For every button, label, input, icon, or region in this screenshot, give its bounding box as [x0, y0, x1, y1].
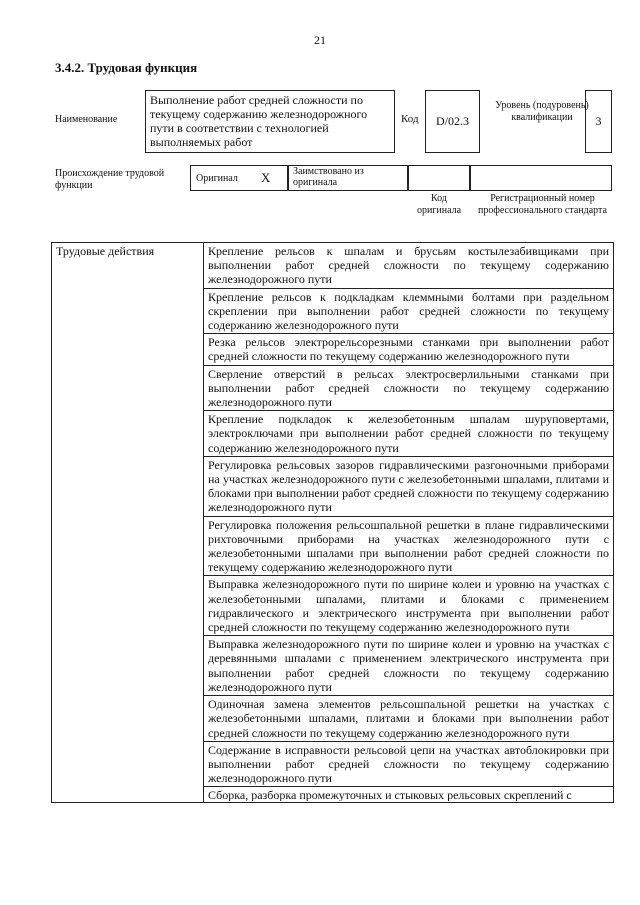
page-number: 21	[314, 33, 326, 47]
labor-action-item: Регулировка положения рельсошпальной решетки в плане гидравлическими рихтовочными приборами на участках железнодорожного пути с железобетонными шпалами при выполнении работ средней сложности по текущему содержанию железнодорожного пути	[204, 516, 614, 576]
labor-actions-table	[51, 242, 614, 803]
labor-action-item: Крепление рельсов к подкладкам клеммными болтами при раздельном скреплении при выполнении работ средней сложности по текущему содержанию железнодорожного пути	[204, 288, 614, 334]
labor-action-item: Одиночная замена элементов рельсошпальной решетки на участках с железобетонными шпалами, плитами и блоками при выполнении работ средней сложности по текущему содержанию железнодорожного пути	[204, 696, 614, 742]
reg-number-label: Регистрационный номер профессионального стандарта	[478, 193, 607, 216]
code-original-label: Код оригинала	[416, 193, 462, 216]
qualification-level-label: Уровень (подуровень) квалификации	[495, 100, 589, 123]
reg-number-cell	[470, 165, 612, 191]
labor-action-item: Содержание в исправности рельсовой цепи на участках автоблокировки при выполнении работ средней сложности по текущему содержанию железнодорожного пути	[204, 741, 614, 787]
labor-action-item: Резка рельсов электрорельсорезными станками при выполнении работ средней сложности по текущему содержанию железнодорожного пути	[204, 334, 614, 365]
labor-action-item: Выправка железнодорожного пути по ширине колеи и уровню на участках с железобетонными шпалами, плитами и блоками с применением гидравлического и электрического инструмента при выполнении работ средней сложности по текущему содержанию железнодорожного пути	[204, 576, 614, 636]
origin-label: Происхождение трудовой функции	[55, 168, 165, 191]
labor-action-item: Регулировка рельсовых зазоров гидравлическими разгоночными приборами на участках железнодорожного пути с железобетонными шпалами, плитами и блоками при выполнении работ средней сложности по текущему содержанию железнодорожного пути	[204, 456, 614, 516]
function-code-value: D/02.3	[425, 90, 480, 153]
name-label: Наименование	[55, 114, 118, 125]
code-original-cell	[408, 165, 470, 191]
labor-action-item-text: Сборка, разборка промежуточных и стыковых рельсовых скреплений с	[208, 788, 572, 802]
original-label: Оригинал	[196, 173, 238, 184]
table-row	[52, 243, 614, 289]
labor-action-item: Выправка железнодорожного пути по ширине колеи и уровню на участках с деревянными шпалами с применением электрического инструмента при выполнении работ средней сложности по текущему содержанию железнодорожного пути	[204, 636, 614, 696]
labor-action-item	[204, 787, 614, 803]
original-mark: X	[261, 170, 271, 185]
labor-action-item: Сверление отверстий в рельсах электросверлильными станками при выполнении работ средней сложности по текущему содержанию железнодорожного пути	[204, 365, 614, 411]
labor-action-item: Крепление подкладок к железобетонным шпалам шуруповертами, электроключами при выполнении работ средней сложности по текущему содержанию железнодорожного пути	[204, 411, 614, 457]
section-title: 3.4.2. Трудовая функция	[55, 60, 198, 75]
borrowed-label: Заимствовано из оригинала	[293, 166, 364, 188]
code-label: Код	[401, 113, 419, 125]
function-name-value: Выполнение работ средней сложности по текущему содержанию железнодорожного пути в соответствии с технологией выполняемых работ	[145, 90, 395, 153]
labor-action-item: Крепление рельсов к шпалам и брусьям костылезабивщиками при выполнении работ средней сложности по текущему содержанию железнодорожного пути	[204, 243, 614, 289]
labor-actions-heading: Трудовые действия	[52, 243, 204, 803]
qualification-level-value: 3	[585, 90, 612, 153]
